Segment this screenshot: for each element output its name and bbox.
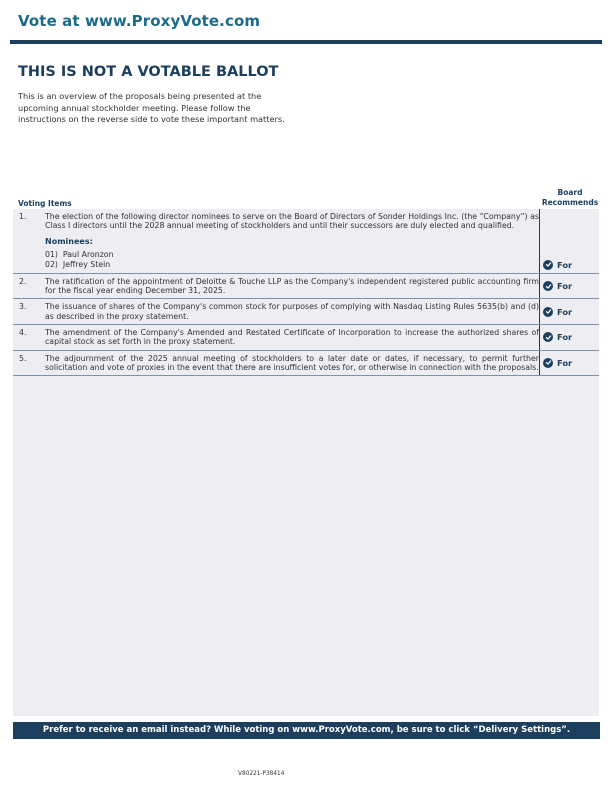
- item-number: 5.: [19, 353, 27, 363]
- recommendation-for: [543, 260, 572, 270]
- voting-item-1: [13, 209, 599, 274]
- check-circle-icon: [543, 358, 553, 368]
- document-code: V80221-P38414: [238, 771, 285, 777]
- board-header-line: Recommends: [541, 198, 599, 207]
- voting-items-header: Voting Items: [18, 199, 72, 208]
- item-text: [45, 209, 539, 273]
- intro-line: upcoming annual stockholder meeting. Please follow the: [18, 102, 251, 113]
- recommendation-label: For: [557, 332, 573, 343]
- item-description: The election of the following director nominees to serve on the Board of Directors of Sonder Holdings Inc. (the “Company”) as Class I directors until the 2028 annual meeting of stockholders and until their successors are duly elected and qualified.: [45, 212, 539, 231]
- board-recommendation: [539, 351, 601, 376]
- voting-items-table: [13, 209, 599, 376]
- check-circle-icon: [543, 332, 553, 342]
- recommendation-label: For: [557, 281, 573, 292]
- site-title: Vote at www.ProxyVote.com: [18, 12, 261, 30]
- item-description: The adjournment of the 2025 annual meeting of stockholders to a later date or dates, if necessary, to permit further solicitation and vote of proxies in the event that there are insufficient votes for, or otherwise in connection with the proposals.: [45, 353, 539, 372]
- board-recommendation: [539, 209, 601, 273]
- board-recommendation: [539, 325, 601, 350]
- recommendation-for: [543, 332, 572, 342]
- item-number: 1.: [19, 212, 27, 221]
- board-header-line: Board: [557, 188, 583, 197]
- voting-item-5: [13, 351, 599, 377]
- board-recommendation: [539, 299, 601, 324]
- nominees-label: Nominees:: [45, 236, 93, 246]
- intro-line: This is an overview of the proposals being presented at the: [18, 91, 262, 101]
- item-description: The issuance of shares of the Company's common stock for purposes of complying with Nasdaq Listing Rules 5635(b) and (d) as described in the proxy statement.: [45, 302, 539, 321]
- item-number: 3.: [19, 302, 27, 312]
- item-number: 4.: [19, 328, 27, 338]
- recommendation-for: [543, 281, 572, 291]
- delivery-settings-banner: Prefer to receive an email instead? While voting on www.ProxyVote.com, be sure to click “Delivery Settings”.: [13, 722, 600, 739]
- intro-line: instructions on the reverse side to vote these important matters.: [18, 114, 285, 124]
- nominee: 02) Jeffrey Stein: [45, 259, 111, 269]
- item-description: The ratification of the appointment of Deloitte & Touche LLP as the Company's independent registered public accounting firm for the fiscal year ending December 31, 2025.: [45, 276, 539, 296]
- item-description: The amendment of the Company's Amended and Restated Certificate of Incorporation to increase the authorized shares of capital stock as set forth in the proxy statement.: [45, 328, 539, 347]
- voting-item-4: [13, 325, 599, 351]
- header-divider: [10, 40, 602, 44]
- intro-text: [18, 91, 318, 126]
- board-recommends-header: [540, 188, 600, 208]
- recommendation-for: [543, 358, 572, 368]
- item-number: 2.: [19, 276, 27, 286]
- check-circle-icon: [543, 307, 553, 317]
- recommendation-label: For: [557, 259, 573, 270]
- recommendation-label: For: [557, 357, 573, 368]
- check-circle-icon: [543, 281, 553, 291]
- recommendation-label: For: [557, 306, 573, 317]
- board-recommendation: [539, 274, 601, 299]
- voting-item-3: [13, 299, 599, 325]
- check-circle-icon: [543, 260, 553, 270]
- nominee: 01) Paul Aronzon: [45, 249, 114, 259]
- voting-item-2: [13, 274, 599, 300]
- page-title: THIS IS NOT A VOTABLE BALLOT: [18, 64, 279, 80]
- recommendation-for: [543, 307, 572, 317]
